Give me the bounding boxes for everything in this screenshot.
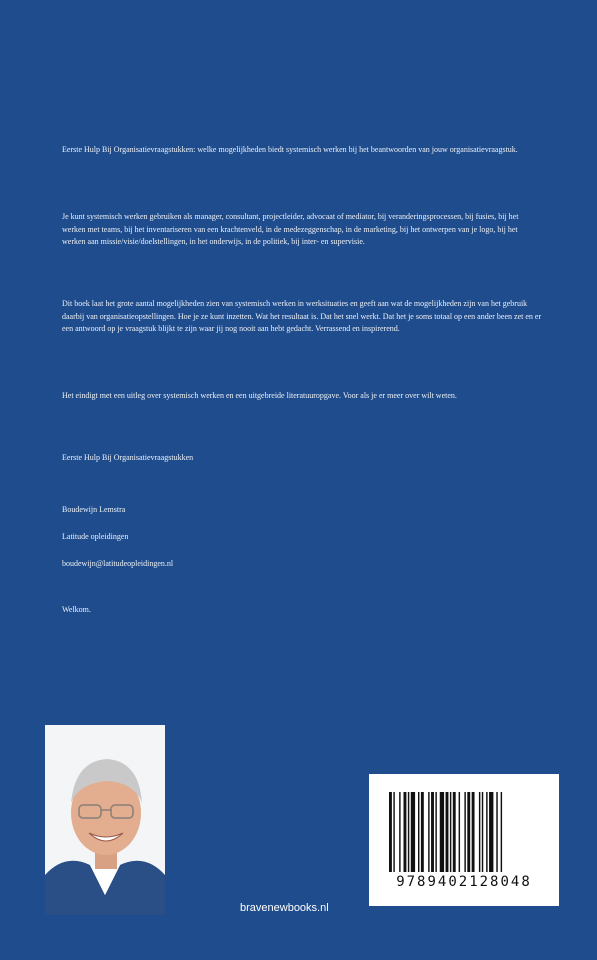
description-paragraph: Dit boek laat het grote aantal mogelijkheden zien van systemisch werken in werksituaties en geeft aan wat de mogelijkheden zijn van het gebruik daarbij van organisatieopstellingen. Hoe je ze kunt inzetten. Wat het resultaat is. Dat het snel werkt. Dat het je soms totaal op een ander been zet en er een antwoord op je vraagstuk blijkt te zijn waar jij nog nooit aan hebt gedacht. Verrassend en inspirerend. — [62, 299, 542, 333]
intro-paragraph: Eerste Hulp Bij Organisatievraagstukken: welke mogelijkheden biedt systemisch werken bij het beantwoorden van jouw organisatievraagstuk. — [62, 145, 518, 154]
author-name: Boudewijn Lemstra — [62, 505, 126, 514]
isbn-number: 9789402128048 — [396, 874, 532, 890]
isbn-barcode — [369, 774, 559, 906]
welcome-text: Welkom. — [62, 605, 91, 614]
author-photo — [45, 725, 165, 915]
book-title: Eerste Hulp Bij Organisatievraagstukken — [62, 453, 194, 462]
barcode-bars — [389, 792, 539, 872]
organisation-name: Latitude opleidingen — [62, 532, 129, 541]
closing-paragraph: Het eindigt met een uitleg over systemisch werken en een uitgebreide literatuuropgave. Voor als je er meer over wilt weten. — [62, 391, 457, 400]
usage-paragraph: Je kunt systemisch werken gebruiken als manager, consultant, projectleider, advocaat of mediator, bij veranderingsprocessen, bij fusies, bij het werken met teams, bij het inventariseren van een krachtenveld, in de medezeggenschap, in de marketing, bij het ontwerpen van je logo, bij het werken aan missie/visie/doelstellingen, in het onderwijs, in de politiek, bij inter- en supervisie. — [62, 212, 519, 246]
publisher-website: bravenewbooks.nl — [240, 902, 329, 914]
author-email: boudewijn@latitudeopleidingen.nl — [62, 559, 174, 568]
